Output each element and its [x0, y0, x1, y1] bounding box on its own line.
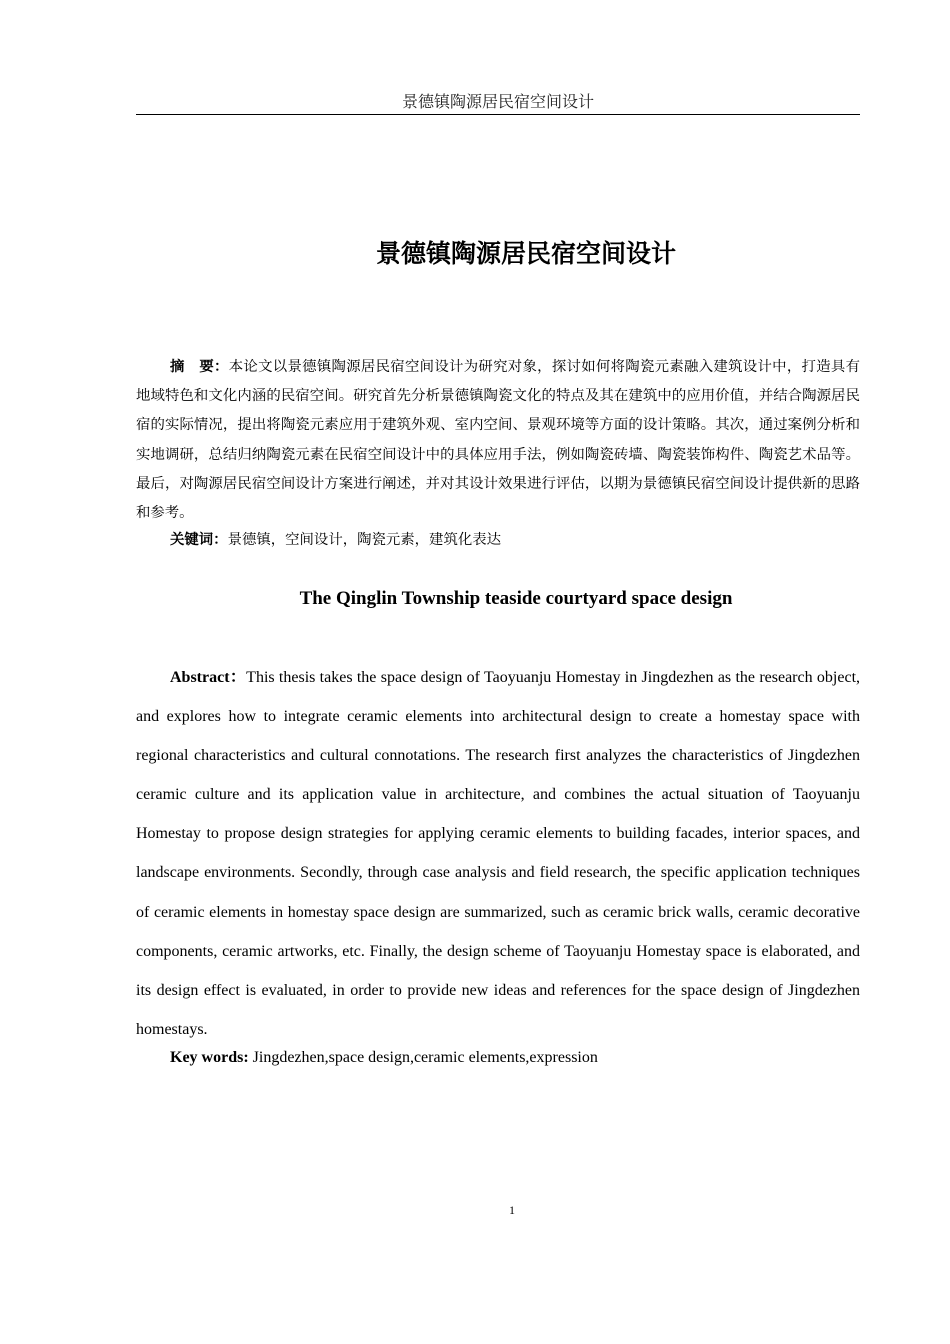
chinese-abstract — [136, 352, 860, 528]
chinese-abstract-label: 摘 要： — [170, 358, 229, 375]
chinese-title: 景德镇陶源居民宿空间设计 — [375, 239, 676, 268]
english-abstract-label: Abstract： — [170, 669, 247, 686]
chinese-keywords — [170, 526, 860, 554]
english-keywords — [170, 1046, 860, 1070]
english-abstract — [136, 658, 860, 1049]
chinese-keywords-label: 关键词： — [170, 531, 228, 548]
english-keywords-text: Jingdezhen,space design,ceramic elements,expression — [248, 1049, 598, 1066]
running-header: 景德镇陶源居民宿空间设计 — [136, 92, 860, 115]
english-keywords-label: Key words: — [170, 1049, 249, 1066]
english-title: The Qinglin Township teaside courtyard space design — [299, 588, 733, 609]
english-abstract-text: This thesis takes the space design of Taoyuanju Homestay in Jingdezhen as the research object, and explores how to integrate ceramic elements into architectural design to create a homestay space with regional characteristics and cultural connotations. The research first analyzes the characteristics of Jingdezhen ceramic culture and its application value in architecture, and combines the actual situation of Taoyuanju Homestay to propose design strategies for applying ceramic elements to building facades, interior spaces, and landscape environments. Secondly, through case analysis and field research, the specific application techniques of ceramic elements in homestay space design are summarized, such as ceramic brick walls, ceramic decorative components, ceramic artworks, etc. Finally, the design scheme of Taoyuanju Homestay space is elaborated, and its design effect is evaluated, in order to provide new ideas and references for the space design of Jingdezhen homestays. — [136, 669, 861, 1038]
chinese-abstract-text: 本论文以景德镇陶源居民宿空间设计为研究对象，探讨如何将陶瓷元素融入建筑设计中，打造具有地域特色和文化内涵的民宿空间。研究首先分析景德镇陶瓷文化的特点及其在建筑中的应用价值，并结合陶源居民宿的实际情况，提出将陶瓷元素应用于建筑外观、室内空间、景观环境等方面的设计策略。其次，通过案例分析和实地调研，总结归纳陶瓷元素在民宿空间设计中的具体应用手法，例如陶瓷砖墙、陶瓷装饰构件、陶瓷艺术品等。最后，对陶源居民宿空间设计方案进行阐述，并对其设计效果进行评估，以期为景德镇民宿空间设计提供新的思路和参考。 — [136, 359, 860, 522]
chinese-keywords-text: 景德镇，空间设计，陶瓷元素，建筑化表达 — [227, 532, 502, 548]
page-number: 1 — [509, 1203, 515, 1217]
